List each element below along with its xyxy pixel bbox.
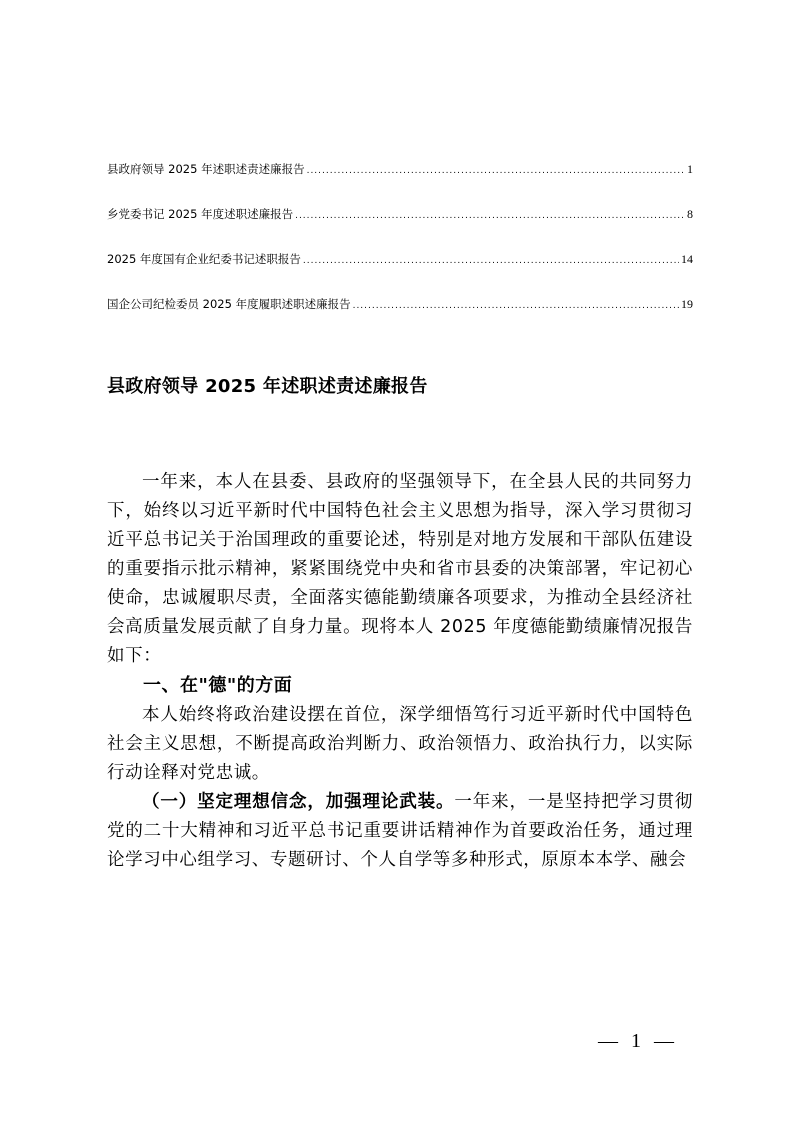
section-paragraph: 本人始终将政治建设摆在首位，深学细悟笃行习近平新时代中国特色社会主义思想，不断提高政治判断力、政治领悟力、政治执行力，以实际行动诠释对党忠诚。 — [107, 705, 693, 783]
toc-leader-dots — [307, 164, 685, 179]
subsection-text: 一年来，一是坚持把学习贯彻党的二十大精神和习近平总书记重要讲话精神作为首要政治任务，通过理论学习中心组学习、专题研讨、个人自学等多种形式，原原本本学、融会 — [107, 792, 693, 870]
page-number: — 1 — — [598, 1030, 678, 1052]
subsection-lead: （一）坚定理想信念，加强理论武装。 — [142, 792, 455, 812]
toc-entry-page: 14 — [681, 252, 693, 266]
toc-entry-title: 国企公司纪检委员 2025 年度履职述职述廉报告 — [107, 297, 351, 311]
toc-entry-title: 乡党委书记 2025 年度述职述廉报告 — [107, 207, 294, 221]
toc-entry[interactable] — [107, 252, 693, 267]
document-title: 县政府领导 2025 年述职述责述廉报告 — [107, 376, 428, 397]
subsection-paragraph — [107, 788, 693, 875]
section-heading: 一、在"德"的方面 — [143, 675, 293, 696]
toc-entry-title: 2025 年度国有企业纪委书记述职报告 — [107, 252, 301, 266]
table-of-contents — [107, 162, 693, 342]
toc-entry[interactable] — [107, 207, 693, 222]
toc-entry-title: 县政府领导 2025 年述职述责述廉报告 — [107, 162, 305, 176]
intro-paragraph: 一年来，本人在县委、县政府的坚强领导下，在全县人民的共同努力下，始终以习近平新时代中国特色社会主义思想为指导，深入学习贯彻习近平总书记关于治国理政的重要论述，特别是对地方发展和干部队伍建设的重要指示批示精神，紧紧围绕党中央和省市县委的决策部署，牢记初心使命，忠诚履职尽责，全面落实德能勤绩廉各项要求，为推动全县经济社会高质量发展贡献了自身力量。现将本人 2025 年度德能勤绩廉情况报告如下： — [107, 472, 693, 666]
toc-entry-page: 19 — [681, 297, 693, 311]
toc-entry[interactable] — [107, 162, 693, 177]
toc-entry-page: 8 — [687, 207, 693, 221]
toc-entry-page: 1 — [687, 162, 693, 176]
toc-leader-dots — [303, 254, 679, 269]
toc-leader-dots — [295, 209, 685, 224]
toc-leader-dots — [353, 299, 679, 314]
toc-entry[interactable] — [107, 297, 693, 312]
document-body — [107, 468, 693, 875]
